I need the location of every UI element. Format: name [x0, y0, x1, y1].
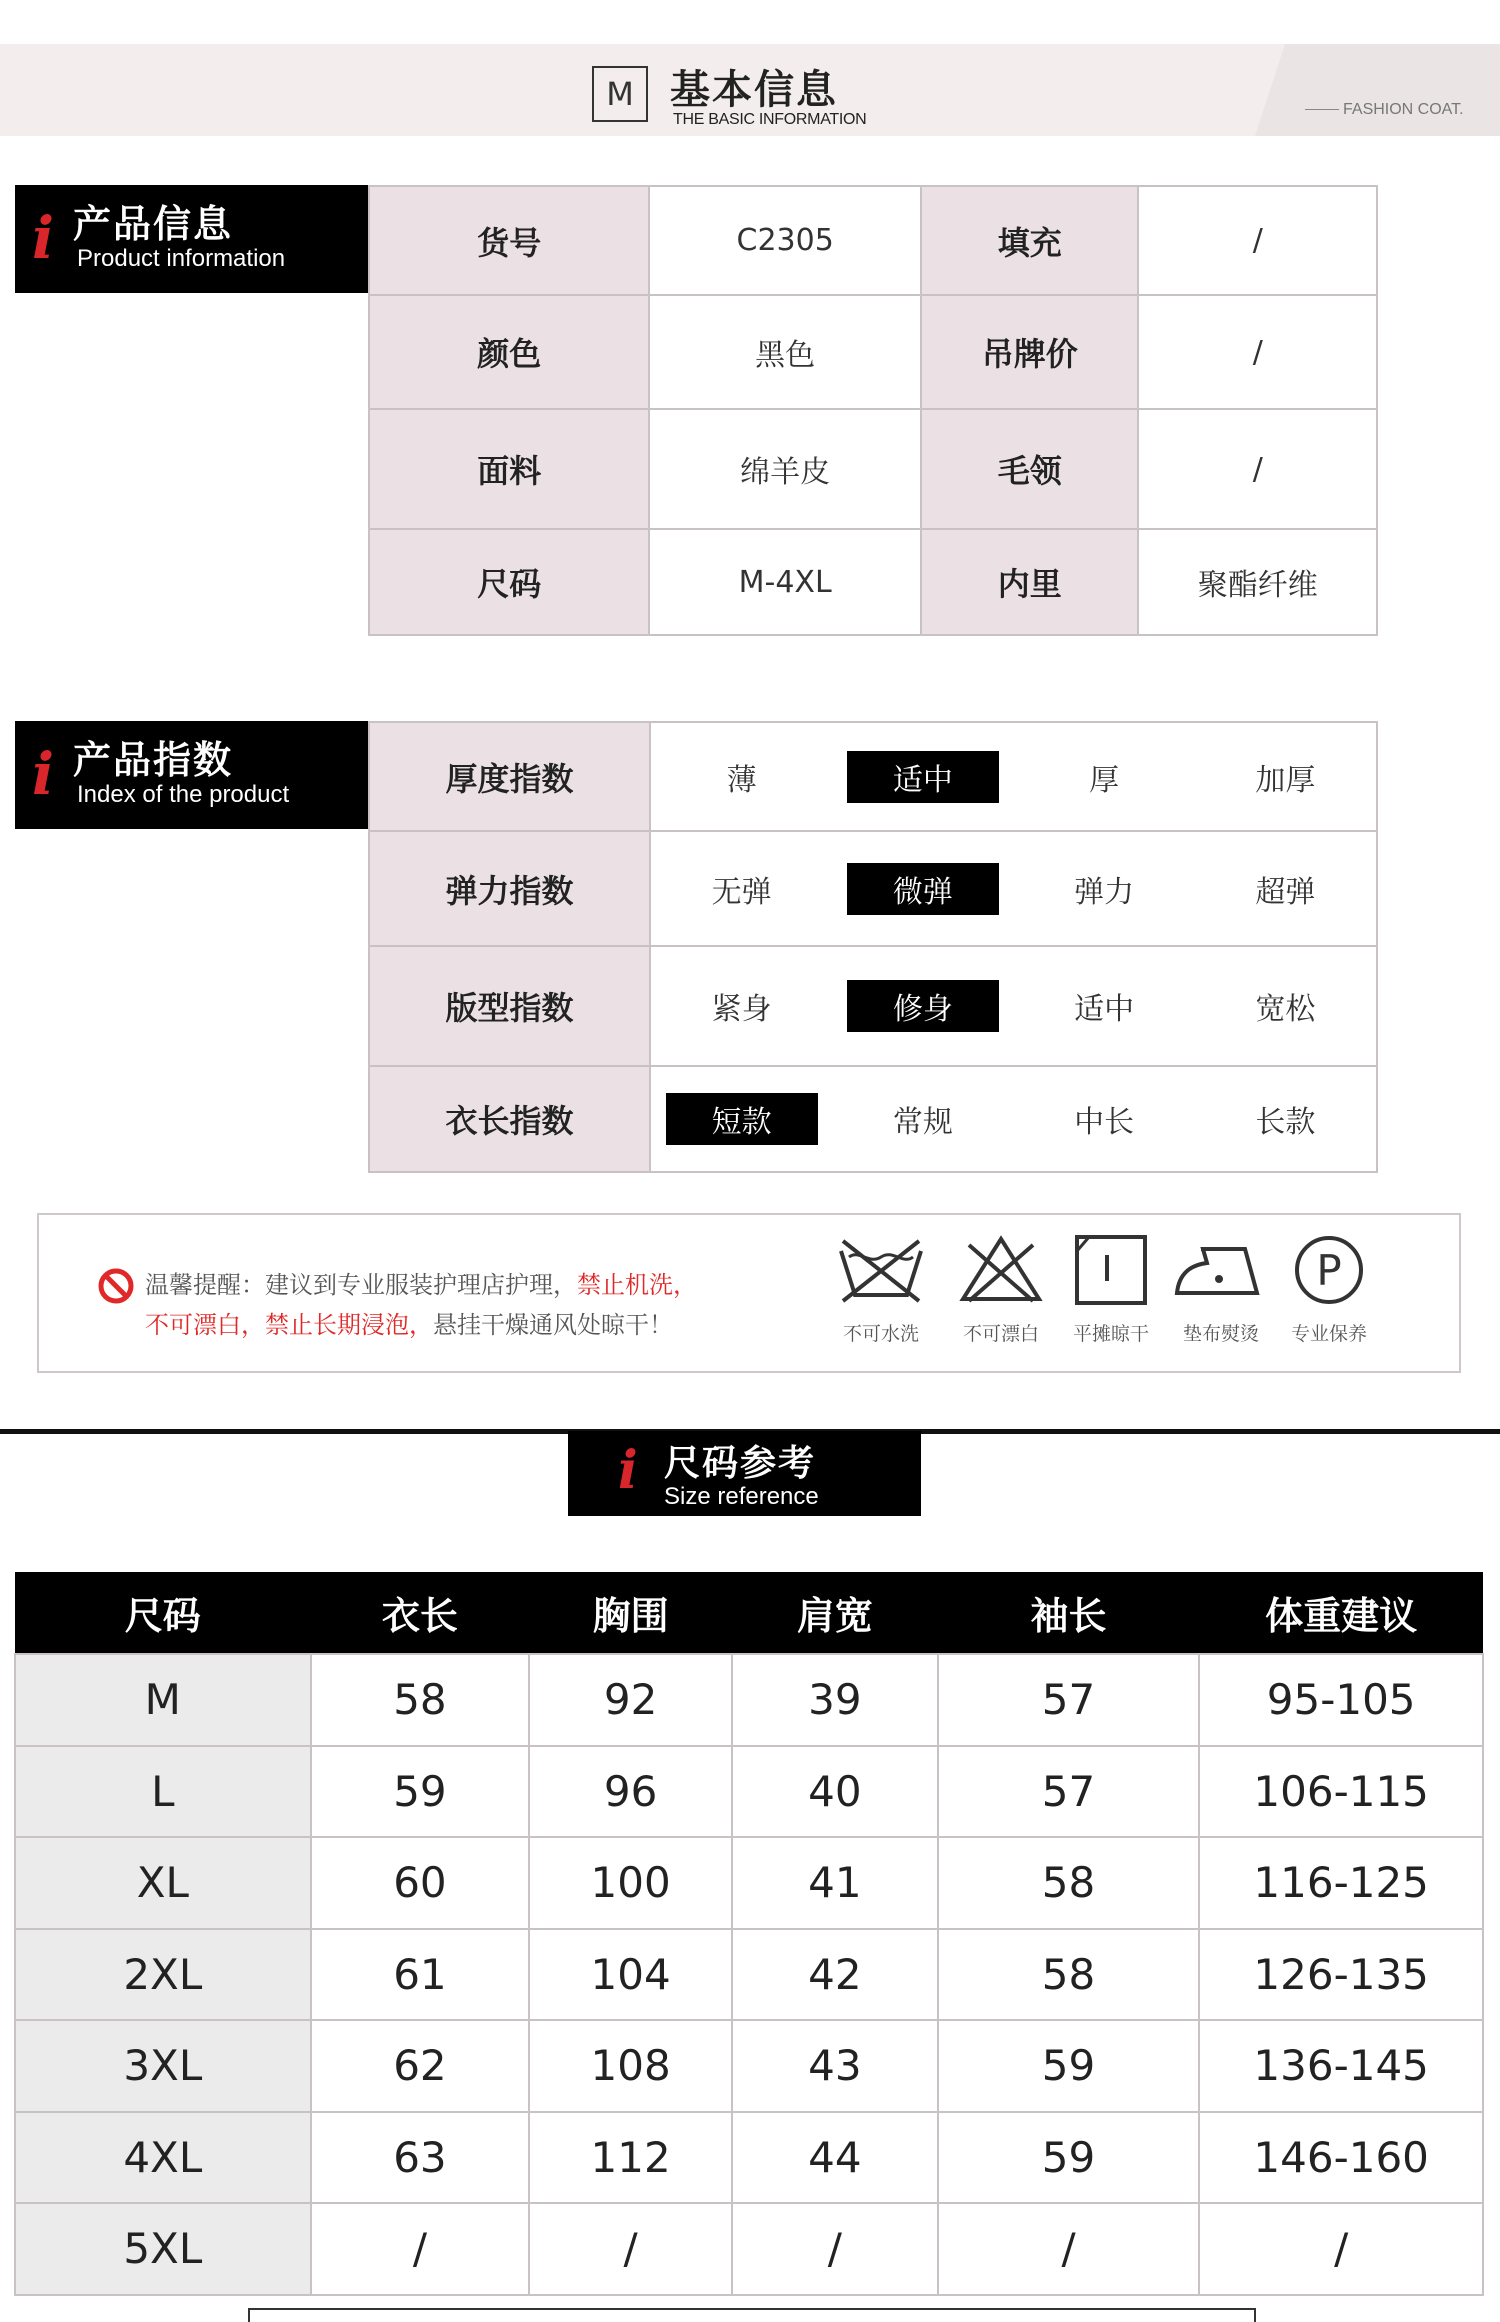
- size-value-cell: /: [529, 2203, 732, 2295]
- index-option-label: 薄: [726, 762, 757, 798]
- size-value-cell: /: [1199, 2203, 1483, 2295]
- size-value-cell: 100: [529, 1837, 732, 1929]
- flat-dry-icon: [1065, 1235, 1157, 1305]
- size-value-cell: 61: [311, 1929, 530, 2021]
- info-value: M-4XL: [649, 529, 921, 635]
- size-column-header: 衣长: [311, 1572, 530, 1654]
- index-options-row: [651, 863, 1376, 915]
- size-row: [15, 1837, 1483, 1929]
- info-label: 颜色: [369, 295, 649, 409]
- size-column-header: 肩宽: [732, 1572, 938, 1654]
- index-option-label: 中长: [1074, 1105, 1135, 1140]
- index-option: [651, 751, 832, 803]
- size-value-cell: 136-145: [1199, 2020, 1483, 2112]
- product-index-row: [369, 946, 1377, 1066]
- product-info-title: 产品信息: [73, 201, 234, 246]
- index-option-selected: [832, 980, 1013, 1032]
- size-value-cell: 42: [732, 1929, 938, 2021]
- index-option-label: 无弹: [711, 874, 772, 910]
- product-info-row: [369, 529, 1377, 635]
- professional-care-label: 专业保养: [1290, 1323, 1367, 1345]
- index-options-row: [651, 980, 1376, 1032]
- size-value-cell: /: [311, 2203, 530, 2295]
- index-option-label: 适中: [847, 751, 999, 803]
- index-option: [651, 863, 832, 915]
- size-value-cell: 59: [938, 2020, 1200, 2112]
- iron-with-cloth-item: [1171, 1235, 1271, 1346]
- info-value: 聚酯纤维: [1138, 529, 1377, 635]
- index-option: [1014, 863, 1195, 915]
- size-row: [15, 2112, 1483, 2204]
- index-option-selected: [651, 1093, 832, 1145]
- fashion-coat-label: FASHION COAT.: [1305, 101, 1464, 119]
- index-option: [1014, 751, 1195, 803]
- professional-care-icon: [1283, 1235, 1375, 1305]
- iron-with-cloth-icon: [1173, 1235, 1269, 1305]
- index-options-row: [651, 751, 1376, 803]
- product-info-row: [369, 295, 1377, 409]
- size-reference-tag: [568, 1431, 921, 1516]
- product-index-subtitle: Index of the product: [77, 781, 290, 808]
- care-text: 悬挂干燥通风处晾干！: [433, 1311, 673, 1339]
- no-bleach-item: [951, 1235, 1051, 1346]
- size-value-cell: /: [732, 2203, 938, 2295]
- index-option-label: 适中: [1074, 992, 1135, 1027]
- size-value-cell: 60: [311, 1837, 530, 1929]
- index-label: 弹力指数: [369, 831, 650, 946]
- size-column-header: 体重建议: [1199, 1572, 1483, 1654]
- size-column-header: 胸围: [529, 1572, 732, 1654]
- size-row: [15, 2203, 1483, 2295]
- index-option-label: 弹力: [1074, 874, 1135, 910]
- size-value-cell: 57: [938, 1746, 1200, 1838]
- index-option-label: 长款: [1255, 1105, 1316, 1140]
- size-value-cell: 108: [529, 2020, 732, 2112]
- size-value-cell: 57: [938, 1654, 1200, 1746]
- product-index-row: [369, 722, 1377, 831]
- size-value-cell: 112: [529, 2112, 732, 2204]
- info-label: 货号: [369, 186, 649, 295]
- size-row: [15, 1746, 1483, 1838]
- info-value: 黑色: [649, 295, 921, 409]
- index-label: 衣长指数: [369, 1066, 650, 1172]
- index-options: [650, 946, 1377, 1066]
- product-info-tag: [15, 185, 368, 293]
- info-value: /: [1138, 295, 1377, 409]
- size-value-cell: 63: [311, 2112, 530, 2204]
- size-label-cell: L: [15, 1746, 311, 1838]
- size-value-cell: 62: [311, 2020, 530, 2112]
- prohibited-icon: [97, 1267, 135, 1305]
- index-option-label: 常规: [892, 1105, 953, 1140]
- size-value-cell: 44: [732, 2112, 938, 2204]
- index-option-label: 加厚: [1255, 762, 1316, 798]
- size-label-cell: 4XL: [15, 2112, 311, 2204]
- size-column-header: 尺码: [15, 1572, 311, 1654]
- flat-dry-item: [1061, 1235, 1161, 1346]
- index-option: [832, 1093, 1013, 1145]
- product-info-table: [368, 185, 1378, 636]
- size-value-cell: 58: [938, 1837, 1200, 1929]
- product-info-row: [369, 186, 1377, 295]
- size-row: [15, 1654, 1483, 1746]
- header-slant: [1255, 44, 1500, 136]
- care-warning: 禁止长期浸泡，: [265, 1311, 433, 1339]
- product-index-table: [368, 721, 1378, 1173]
- size-value-cell: 59: [311, 1746, 530, 1838]
- size-value-cell: /: [938, 2203, 1200, 2295]
- size-value-cell: 58: [311, 1654, 530, 1746]
- info-value: /: [1138, 409, 1377, 529]
- index-option-selected: [832, 751, 1013, 803]
- size-label-cell: XL: [15, 1837, 311, 1929]
- size-value-cell: 95-105: [1199, 1654, 1483, 1746]
- size-value-cell: 126-135: [1199, 1929, 1483, 2021]
- info-label: 填充: [921, 186, 1139, 295]
- index-option-label: 紧身: [711, 992, 772, 1027]
- size-value-cell: 58: [938, 1929, 1200, 2021]
- size-value-cell: 41: [732, 1837, 938, 1929]
- index-option: [1195, 1093, 1376, 1145]
- size-row: [15, 2020, 1483, 2112]
- index-option: [1195, 980, 1376, 1032]
- size-column-header: 袖长: [938, 1572, 1200, 1654]
- svg-text:P: P: [1316, 1246, 1342, 1295]
- index-option-label: 修身: [847, 980, 999, 1032]
- care-warning: 禁止机洗，: [577, 1271, 697, 1299]
- size-label-cell: 5XL: [15, 2203, 311, 2295]
- size-row: [15, 1929, 1483, 2021]
- index-option: [651, 980, 832, 1032]
- size-value-cell: 39: [732, 1654, 938, 1746]
- no-wash-label: 不可水洗: [842, 1323, 919, 1345]
- index-options: [650, 1066, 1377, 1172]
- index-option: [1195, 751, 1376, 803]
- index-option: [1014, 980, 1195, 1032]
- info-icon: i: [618, 1440, 638, 1501]
- iron-with-cloth-label: 垫布熨烫: [1182, 1323, 1259, 1345]
- index-option: [1014, 1093, 1195, 1145]
- product-index-row: [369, 1066, 1377, 1172]
- header-logo-box: M: [592, 66, 648, 122]
- product-info-subtitle: Product information: [77, 245, 286, 272]
- page-subtitle: THE BASIC INFORMATION: [673, 111, 867, 128]
- size-label-cell: 3XL: [15, 2020, 311, 2112]
- flat-dry-label: 平摊晾干: [1072, 1323, 1149, 1345]
- care-notice-box: [37, 1213, 1461, 1373]
- index-options: [650, 831, 1377, 946]
- size-value-cell: 146-160: [1199, 2112, 1483, 2204]
- index-option-label: 短款: [666, 1093, 818, 1145]
- professional-care-item: [1279, 1235, 1379, 1346]
- care-warning: 不可漂白，: [145, 1311, 265, 1339]
- size-table: [14, 1572, 1484, 2296]
- product-index-tag: [15, 721, 368, 829]
- size-reference-subtitle: Size reference: [664, 1483, 819, 1510]
- info-value: C2305: [649, 186, 921, 295]
- index-label: 版型指数: [369, 946, 650, 1066]
- info-label: 面料: [369, 409, 649, 529]
- page-title: 基本信息: [670, 66, 838, 113]
- size-value-cell: 40: [732, 1746, 938, 1838]
- size-label-cell: 2XL: [15, 1929, 311, 2021]
- info-value: /: [1138, 186, 1377, 295]
- care-text-line-1: [145, 1265, 697, 1300]
- info-icon: i: [32, 740, 55, 808]
- care-text-line-2: [145, 1305, 673, 1340]
- bottom-frame: [248, 2308, 1256, 2322]
- info-label: 内里: [921, 529, 1139, 635]
- index-option: [1195, 863, 1376, 915]
- no-wash-item: [831, 1235, 931, 1346]
- size-reference-title: 尺码参考: [664, 1442, 817, 1484]
- size-value-cell: 96: [529, 1746, 732, 1838]
- info-label: 尺码: [369, 529, 649, 635]
- care-text: 温馨提醒：建议到专业服装护理店护理，: [145, 1271, 577, 1299]
- index-label: 厚度指数: [369, 722, 650, 831]
- size-label-cell: M: [15, 1654, 311, 1746]
- index-option-label: 厚: [1089, 762, 1120, 798]
- index-option-label: 超弹: [1255, 874, 1316, 910]
- info-label: 吊牌价: [921, 295, 1139, 409]
- no-wash-icon: [835, 1235, 927, 1305]
- index-option-selected: [832, 863, 1013, 915]
- no-bleach-label: 不可漂白: [962, 1323, 1039, 1345]
- product-index-title: 产品指数: [73, 737, 234, 782]
- info-label: 毛领: [921, 409, 1139, 529]
- index-option-label: 宽松: [1255, 992, 1316, 1027]
- size-value-cell: 59: [938, 2112, 1200, 2204]
- size-value-cell: 43: [732, 2020, 938, 2112]
- product-info-row: [369, 409, 1377, 529]
- index-options: [650, 722, 1377, 831]
- size-value-cell: 116-125: [1199, 1837, 1483, 1929]
- product-index-row: [369, 831, 1377, 946]
- index-option-label: 微弹: [847, 863, 999, 915]
- size-value-cell: 104: [529, 1929, 732, 2021]
- no-bleach-icon: [955, 1235, 1047, 1305]
- index-options-row: [651, 1093, 1376, 1145]
- info-icon: i: [32, 204, 55, 272]
- size-value-cell: 92: [529, 1654, 732, 1746]
- info-value: 绵羊皮: [649, 409, 921, 529]
- size-value-cell: 106-115: [1199, 1746, 1483, 1838]
